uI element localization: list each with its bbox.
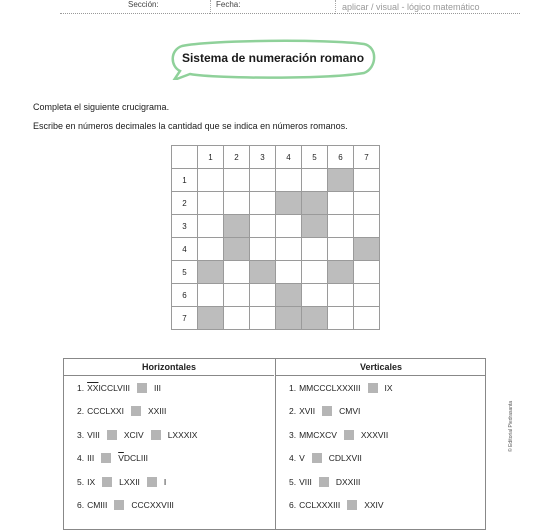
clue-number: 3.: [289, 429, 297, 440]
grid-answer-cell[interactable]: [250, 169, 276, 192]
grid-row-header: 2: [172, 192, 198, 215]
grid-answer-cell[interactable]: [354, 192, 380, 215]
grid-answer-cell[interactable]: [224, 261, 250, 284]
grid-column-header: 7: [354, 146, 380, 169]
clue-item: [276, 400, 486, 424]
header-line: [60, 13, 210, 14]
grid-blocked-cell: [250, 261, 276, 284]
grid-row-header: 3: [172, 215, 198, 238]
clue-item: [64, 376, 274, 400]
separator-square-icon: [107, 430, 117, 440]
grid-column-header: 5: [302, 146, 328, 169]
clue-number: 6.: [77, 500, 85, 511]
grid-column-header: 6: [328, 146, 354, 169]
grid-row-header: 6: [172, 284, 198, 307]
roman-numeral: XXIV: [364, 500, 384, 511]
clue-number: 2.: [289, 406, 297, 417]
clue-number: 3.: [77, 429, 85, 440]
separator-square-icon: [312, 453, 322, 463]
roman-numeral: DXXIII: [335, 476, 361, 487]
header-line: [210, 13, 335, 14]
clue-number: 1.: [289, 382, 297, 393]
grid-answer-cell[interactable]: [276, 238, 302, 261]
roman-numeral: V: [299, 453, 305, 464]
grid-column-header: 2: [224, 146, 250, 169]
grid-column-header: 1: [198, 146, 224, 169]
instruction-text: Escribe en números decimales la cantidad que se indica en números romanos.: [33, 121, 348, 131]
horizontal-clues: [64, 359, 274, 517]
separator-square-icon: [151, 430, 161, 440]
roman-numeral: CCCXXVIII: [131, 500, 174, 511]
roman-numeral: CMVI: [339, 406, 361, 417]
roman-numeral: XXXVII: [360, 429, 389, 440]
roman-numeral: LXXXIX: [167, 429, 198, 440]
grid-row-header: 4: [172, 238, 198, 261]
instruction-text: Completa el siguiente crucigrama.: [33, 102, 170, 112]
worksheet-header: [60, 0, 520, 14]
grid-blocked-cell: [224, 238, 250, 261]
clue-item: [64, 400, 274, 424]
grid-answer-cell[interactable]: [224, 284, 250, 307]
roman-numeral: LXXII: [119, 476, 140, 487]
separator-square-icon: [147, 477, 157, 487]
grid-column-header: 4: [276, 146, 302, 169]
roman-numeral: IX: [87, 476, 96, 487]
section-label: Sección:: [128, 0, 159, 9]
clue-item: [64, 494, 274, 518]
vertical-header: Verticales: [276, 359, 486, 376]
roman-numeral: CCCLXXI: [87, 406, 124, 417]
clue-item: [276, 447, 486, 471]
grid-answer-cell[interactable]: [302, 284, 328, 307]
title-bubble: [168, 38, 378, 80]
grid-answer-cell[interactable]: [328, 284, 354, 307]
roman-numeral: VIII: [299, 476, 312, 487]
clues-table: [63, 358, 486, 530]
grid-row-header: 1: [172, 169, 198, 192]
roman-numeral: $\overline{XX}ICCLVIII$: [87, 382, 130, 393]
publisher-credit: © Editorial Piedrasanta: [508, 400, 514, 452]
grid-answer-cell[interactable]: [224, 192, 250, 215]
roman-numeral: XXIII: [147, 406, 167, 417]
clue-number: 2.: [77, 406, 85, 417]
grid-answer-cell[interactable]: [250, 215, 276, 238]
separator-square-icon: [131, 406, 141, 416]
grid-answer-cell[interactable]: [302, 238, 328, 261]
roman-numeral: XCIV: [123, 429, 144, 440]
clue-number: 6.: [289, 500, 297, 511]
horizontal-header: Horizontales: [64, 359, 274, 376]
grid-answer-cell[interactable]: [328, 192, 354, 215]
clue-item: [64, 470, 274, 494]
grid-answer-cell[interactable]: [276, 169, 302, 192]
grid-blocked-cell: [224, 215, 250, 238]
skill-text: aplicar / visual - lógico matemático: [342, 2, 480, 12]
grid-row-header: 5: [172, 261, 198, 284]
grid-answer-cell[interactable]: [250, 284, 276, 307]
grid-answer-cell[interactable]: [328, 238, 354, 261]
clue-number: 4.: [289, 453, 297, 464]
roman-numeral: CCLXXXIII: [299, 500, 341, 511]
grid-answer-cell[interactable]: [328, 307, 354, 330]
separator-square-icon: [137, 383, 147, 393]
grid-blocked-cell: [302, 307, 328, 330]
separator-square-icon: [102, 477, 112, 487]
clue-item: [276, 376, 486, 400]
vertical-clues: [275, 359, 486, 529]
separator-square-icon: [319, 477, 329, 487]
roman-numeral: CDLXVII: [328, 453, 362, 464]
grid-answer-cell[interactable]: [250, 192, 276, 215]
grid-answer-cell[interactable]: [302, 169, 328, 192]
grid-answer-cell[interactable]: [276, 215, 302, 238]
grid-blocked-cell: [328, 169, 354, 192]
grid-blocked-cell: [302, 192, 328, 215]
page-title: Sistema de numeración romano: [181, 51, 365, 65]
grid-answer-cell[interactable]: [354, 215, 380, 238]
roman-numeral: III: [153, 382, 162, 393]
separator-square-icon: [101, 453, 111, 463]
clue-number: 4.: [77, 453, 85, 464]
roman-numeral: IX: [384, 382, 393, 393]
grid-answer-cell[interactable]: [224, 307, 250, 330]
grid-answer-cell[interactable]: [250, 238, 276, 261]
grid-answer-cell[interactable]: [354, 284, 380, 307]
separator-square-icon: [322, 406, 332, 416]
roman-numeral: I: [163, 476, 167, 487]
grid-answer-cell[interactable]: [354, 169, 380, 192]
grid-blocked-cell: [354, 238, 380, 261]
clue-number: 1.: [77, 382, 85, 393]
clue-number: 5.: [77, 476, 85, 487]
grid-blocked-cell: [276, 284, 302, 307]
grid-answer-cell[interactable]: [354, 307, 380, 330]
header-line: [335, 13, 520, 14]
roman-numeral: III: [87, 453, 95, 464]
grid-blocked-cell: [328, 261, 354, 284]
clue-number: 5.: [289, 476, 297, 487]
crossword-grid: [171, 145, 380, 330]
roman-numeral: VIII: [87, 429, 100, 440]
grid-answer-cell[interactable]: [198, 192, 224, 215]
grid-answer-cell[interactable]: [198, 284, 224, 307]
grid-answer-cell[interactable]: [354, 261, 380, 284]
grid-blocked-cell: [198, 307, 224, 330]
grid-blocked-cell: [276, 307, 302, 330]
grid-answer-cell[interactable]: [302, 261, 328, 284]
roman-numeral: CMIII: [87, 500, 108, 511]
grid-corner-cell: [172, 146, 198, 169]
clue-item: [276, 423, 486, 447]
roman-numeral: MMCXCV: [299, 429, 337, 440]
clue-item: [276, 494, 486, 518]
grid-answer-cell[interactable]: [198, 215, 224, 238]
roman-numeral: MMCCCLXXXIII: [299, 382, 361, 393]
roman-numeral: XVII: [299, 406, 316, 417]
separator-square-icon: [368, 383, 378, 393]
grid-answer-cell[interactable]: [198, 169, 224, 192]
separator-square-icon: [347, 500, 357, 510]
date-label: Fecha:: [216, 0, 241, 9]
clue-item: [276, 470, 486, 494]
grid-answer-cell[interactable]: [224, 169, 250, 192]
separator-square-icon: [344, 430, 354, 440]
separator-square-icon: [114, 500, 124, 510]
header-divider: [210, 0, 211, 14]
grid-answer-cell[interactable]: [250, 307, 276, 330]
grid-answer-cell[interactable]: [328, 215, 354, 238]
grid-blocked-cell: [198, 261, 224, 284]
clue-item: [64, 423, 274, 447]
roman-numeral: $\overline{V}DCLIII$: [118, 453, 148, 464]
grid-blocked-cell: [276, 192, 302, 215]
grid-blocked-cell: [302, 215, 328, 238]
header-divider: [335, 0, 336, 14]
grid-row-header: 7: [172, 307, 198, 330]
clue-item: [64, 447, 274, 471]
grid-column-header: 3: [250, 146, 276, 169]
grid-answer-cell[interactable]: [276, 261, 302, 284]
grid-answer-cell[interactable]: [198, 238, 224, 261]
